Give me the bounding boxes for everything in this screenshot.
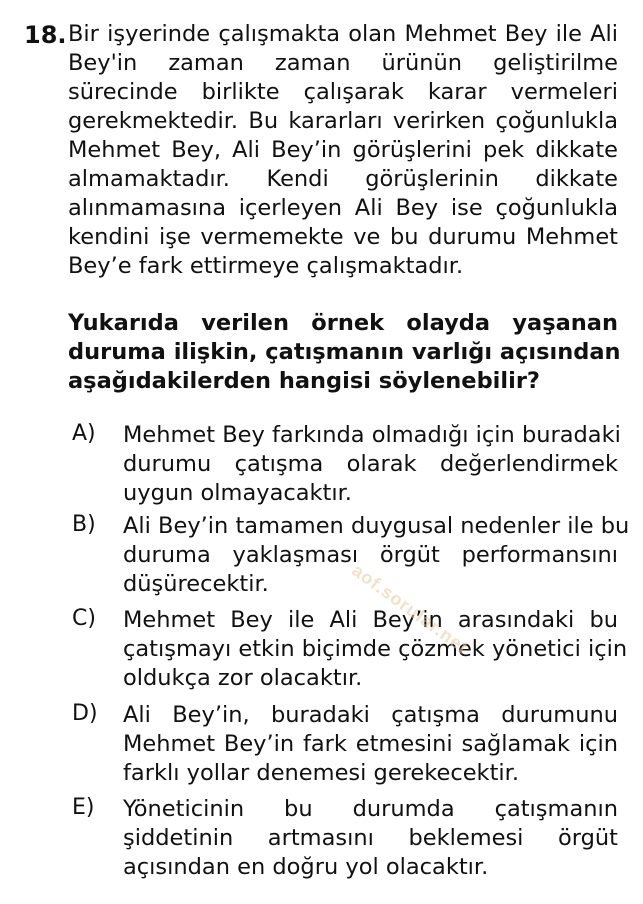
option-line: uygun olmayacaktır. xyxy=(123,480,352,506)
option-line: Mehmet Bey ile Ali Bey’in arasındaki bu xyxy=(123,607,618,633)
option-line: Mehmet Bey’in fark etmesini sağlamak için xyxy=(123,731,618,757)
option-line: durumu çatışma olarak değerlendirmek xyxy=(123,451,618,477)
option-label: D) xyxy=(72,701,98,726)
option-line: Ali Bey’in, buradaki çatışma durumunu xyxy=(123,702,618,728)
question-line: Mehmet Bey, Ali Bey’in görüşlerini pek dikkate xyxy=(68,137,618,163)
option-line: oldukça zor olacaktır. xyxy=(123,665,363,691)
option-line: duruma yaklaşması örgüt performansını xyxy=(123,542,618,568)
option-label: C) xyxy=(72,606,96,631)
question-line: alınmamasına içerleyen Ali Bey ise çoğunlukla xyxy=(68,195,618,221)
question-line: almamaktadır. Kendi görüşlerinin dikkate xyxy=(68,166,618,192)
question-line: Bey'in zaman zaman ürünün geliştirilme xyxy=(68,50,618,76)
question-line: kendini işe vermemekte ve bu durumu Mehmet xyxy=(68,224,618,250)
option-line: düşürecektir. xyxy=(123,571,269,597)
option-line: çatışmayı etkin biçimde çözmek yönetici için xyxy=(123,636,628,662)
option-line: Mehmet Bey farkında olmadığı için buradaki xyxy=(123,422,621,448)
option-line: açısından en doğru yol olacaktır. xyxy=(123,854,489,880)
diagonal-watermark: aof.sorular.net xyxy=(348,560,473,658)
option-line: Yöneticinin bu durumda çatışmanın xyxy=(123,796,618,822)
prompt-line: Yukarıda verilen örnek olayda yaşanan xyxy=(68,310,618,336)
question-number: 18. xyxy=(24,21,67,49)
prompt-line: aşağıdakilerden hangisi söylenebilir? xyxy=(68,368,540,394)
question-line: Bey’e fark ettirmeye çalışmaktadır. xyxy=(68,253,464,279)
option-label: E) xyxy=(72,795,95,820)
question-line: sürecinde birlikte çalışarak karar vermeleri xyxy=(68,79,618,105)
prompt-line: duruma ilişkin, çatışmanın varlığı açısından xyxy=(68,339,621,365)
question-line: gerekmektedir. Bu kararları verirken çoğunlukla xyxy=(68,108,618,134)
option-label: B) xyxy=(72,512,96,537)
option-label: A) xyxy=(72,421,96,446)
option-line: şiddetinin artmasını beklemesi örgüt xyxy=(123,825,618,851)
option-line: Ali Bey’in tamamen duygusal nedenler ile bu xyxy=(123,513,630,539)
option-line: farklı yollar denemesi gerekecektir. xyxy=(123,760,519,786)
question-line: Bir işyerinde çalışmakta olan Mehmet Bey ile Ali xyxy=(68,21,618,47)
